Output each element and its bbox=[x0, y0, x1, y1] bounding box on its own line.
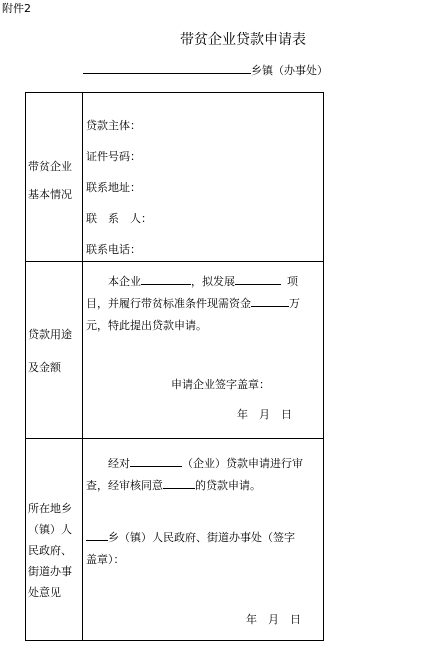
enterprise-blank[interactable] bbox=[141, 273, 191, 285]
usage-line-2: 目，并履行带贫标准条件现需资金 万 bbox=[86, 297, 300, 310]
opinion-label-line3: 民政府、 bbox=[28, 544, 72, 557]
usage-label-line2: 及金额 bbox=[28, 361, 61, 374]
form-title: 带贫企业贷款申请表 bbox=[180, 32, 306, 48]
opinion-line-2: 查，经审核同意 的贷款申请。 bbox=[86, 479, 261, 492]
authority-signature-label[interactable]: 乡（镇）人民政府、街道办事处（签字 bbox=[108, 531, 295, 544]
opinion-seal-label: 盖章）： bbox=[86, 553, 125, 566]
opinion-enterprise-blank[interactable] bbox=[130, 455, 182, 467]
amount-blank[interactable] bbox=[251, 295, 289, 307]
township-suffix: 乡镇（办事处） bbox=[251, 64, 328, 77]
application-table bbox=[25, 92, 324, 641]
usage-line-3: 元，特此提出贷款申请。 bbox=[86, 319, 207, 332]
opinion-approved-blank[interactable] bbox=[163, 477, 195, 489]
opinion-authority-line bbox=[86, 527, 322, 571]
opinion-label-line1: 所在地乡 bbox=[28, 502, 72, 515]
opinion-content bbox=[86, 453, 322, 497]
basic-info-label-line1: 带贫企业 bbox=[28, 160, 72, 173]
opinion-label-line2: （镇）人 bbox=[28, 523, 72, 536]
usage-content bbox=[86, 271, 322, 337]
opinion-label-line5: 处意见 bbox=[28, 586, 61, 599]
phone-field[interactable]: 联系电话： bbox=[86, 243, 141, 256]
basic-info-label-line2: 基本情况 bbox=[28, 188, 72, 201]
township-line bbox=[83, 62, 328, 78]
usage-line-1: 本企业 ，拟发展 项 bbox=[108, 275, 298, 288]
usage-date: 年 月 日 bbox=[237, 408, 292, 421]
township-blank[interactable] bbox=[83, 62, 251, 74]
township-name-blank[interactable] bbox=[86, 529, 108, 541]
usage-label bbox=[28, 318, 80, 384]
opinion-label bbox=[28, 498, 80, 603]
id-number-field[interactable]: 证件号码： bbox=[86, 150, 141, 163]
contact-person-field[interactable]: 联 系 人： bbox=[86, 212, 152, 225]
applicant-signature-label[interactable]: 申请企业签字盖章： bbox=[171, 378, 270, 391]
basic-info-label bbox=[28, 153, 80, 209]
loan-subject-field[interactable]: 贷款主体： bbox=[86, 119, 141, 132]
project-blank[interactable] bbox=[235, 273, 281, 285]
address-field[interactable]: 联系地址： bbox=[86, 181, 141, 194]
opinion-line-1: 经对 （企业）贷款申请进行审 bbox=[108, 457, 303, 470]
basic-info-fields bbox=[86, 110, 322, 265]
usage-label-line1: 贷款用途 bbox=[28, 328, 72, 341]
column-divider bbox=[82, 93, 83, 640]
row-divider-2 bbox=[26, 438, 323, 439]
attachment-label: 附件2 bbox=[2, 2, 31, 15]
opinion-label-line4: 街道办事 bbox=[28, 565, 72, 578]
opinion-date: 年 月 日 bbox=[246, 613, 301, 626]
